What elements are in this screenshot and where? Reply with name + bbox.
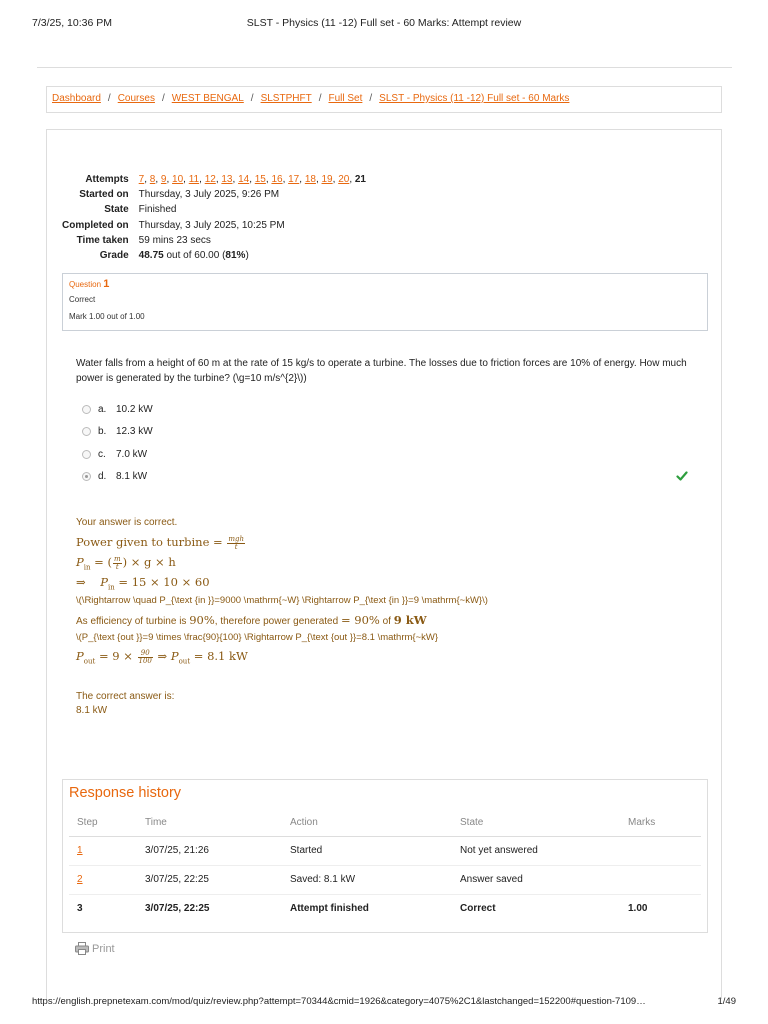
attempt-current: 21 [354,174,366,186]
question-prefix: Question [69,280,104,289]
fraction [227,536,245,551]
row-time: 3/07/25, 22:25 [145,903,210,915]
breadcrumb [46,86,722,113]
attempt-link-14[interactable]: 14 [238,174,250,186]
row-state: Not yet answered [452,836,620,865]
row-state: Correct [460,903,496,915]
row-marks [620,865,701,894]
fraction [138,650,153,665]
grade-percent: 81% [225,250,246,262]
breadcrumb-full-set[interactable]: Full Set [328,93,363,104]
table-header-row [69,810,701,836]
question-text: Water falls from a height of 60 m at the rate of 15 kg/s to operate a turbine. The losses due to friction forces are 10% of energy. How much power is generated by the turbine? (\g=10 m/s^{2}\)) [76,358,687,384]
breadcrumb-separator: / [161,93,165,104]
eq1-text: Power given to turbine [76,535,210,549]
state-value: Finished [138,204,177,216]
breadcrumb-courses[interactable]: Courses [117,93,155,104]
started-value: Thursday, 3 July 2025, 9:26 PM [138,189,280,201]
eq3-arrow: ⇒ [76,575,86,589]
print-button[interactable] [75,942,115,955]
breadcrumb-separator: / [318,93,322,104]
attempt-link-15[interactable]: 15 [254,174,266,186]
radio-a[interactable] [82,405,91,414]
fraction-num: m [113,554,121,563]
feedback-section [76,517,696,719]
answer-text: 10.2 kW [116,403,153,415]
efficiency-text: As efficiency of turbine is [76,616,190,627]
efficiency-eq: = 90% [340,613,380,627]
time-taken-label: Time taken [76,234,129,246]
efficiency-line [76,610,696,630]
completed-value: Thursday, 3 July 2025, 10:25 PM [138,219,285,231]
equation-pin: $P_{in}$ = ( $\frac{m}{t}$ ) × g × h [76,554,176,572]
eq4-b: ⇒ [157,649,168,663]
fraction [113,556,122,571]
answer-option-c[interactable] [82,443,692,466]
attempt-link-19[interactable]: 19 [321,174,333,186]
eq4-lhs2: P [170,649,179,663]
attempt-link-10[interactable]: 10 [172,174,184,186]
answer-letter: c. [98,448,106,460]
response-history [62,779,708,933]
radio-b[interactable] [82,427,91,436]
breadcrumb-separator: / [107,93,111,104]
efficiency-mid: , therefore power generated [214,616,341,627]
question-info-box [62,273,708,331]
time-taken-value: 59 mins 23 secs [138,234,211,246]
eq4-sub2: out [178,657,191,666]
column-header: Time [137,810,282,836]
eq3-lhs: P [100,575,109,589]
eq3-sub: in [108,583,115,592]
correct-answer-value: 8.1 kW [76,705,108,716]
attempt-link-13[interactable]: 13 [221,174,233,186]
printer-icon [75,942,89,955]
attempt-link-20[interactable]: 20 [338,174,350,186]
correct-answer-label: The correct answer is: [76,691,175,702]
row-marks [620,836,701,865]
breadcrumb-dashboard[interactable]: Dashboard [52,93,101,104]
answer-text: 7.0 kW [116,448,148,460]
table-row [69,894,701,923]
column-header: State [452,810,620,836]
page-url: https://english.prepnetexam.com/mod/quiz/review.php?attempt=70344&cmid=1926&category=4075%2C1&lastchanged=152200#question-7109… [32,996,646,1007]
fraction-den: t [234,542,238,551]
grade-label: Grade [99,250,129,262]
answer-letter: b. [98,426,107,438]
state-label: State [104,204,129,216]
attempt-summary-table [62,172,366,263]
print-datetime: 7/3/25, 10:36 PM [32,17,112,29]
breadcrumb-quiz[interactable]: SLST - Physics (11 -12) Full set - 60 Marks [379,93,570,104]
step-link[interactable]: 2 [77,874,83,885]
question-mark: Mark 1.00 out of 1.00 [69,312,145,321]
eq2-sub: in [83,563,91,572]
question-number-value: 1 [103,278,110,290]
efficiency-value: 90% [189,613,215,627]
eq4-sub: out [83,657,96,666]
grade-close: ) [245,250,249,262]
breadcrumb-separator: / [369,93,373,104]
answer-letter: a. [98,403,107,415]
eq2-rest: × g × h [130,555,176,569]
check-icon [676,470,688,482]
grade-value [139,248,366,263]
eq3-rhs: = 15 × 10 × 60 [118,575,210,589]
question-state: Correct [69,295,96,304]
radio-d[interactable] [82,472,91,481]
answer-option-d[interactable] [82,466,692,489]
attempt-link-7[interactable]: 7 [138,174,145,186]
table-row [69,865,701,894]
breadcrumb-slstphft[interactable]: SLSTPHFT [260,93,312,104]
step-link[interactable]: 1 [77,845,83,856]
completed-label: Completed on [62,219,129,231]
response-history-title: Response history [69,785,182,801]
print-title: SLST - Physics (11 -12) Full set - 60 Marks: Attempt review [246,17,522,29]
row-action: Started [282,836,452,865]
answer-letter: d. [98,471,107,483]
question-number [69,278,701,290]
radio-c[interactable] [82,450,91,459]
row-action: Saved: 8.1 kW [282,865,452,894]
attempts-label: Attempts [85,174,129,186]
efficiency-of: of [379,616,394,627]
correct-message: Your answer is correct. [76,517,178,528]
raw-latex-line-2: \(P_{\text {out }}=9 \times \frac{90}{100} \Rightarrow P_{\text {out }}=8.1 \mathrm{~kW} [76,632,439,643]
fraction-den: 100 [138,656,152,665]
equation-pout [76,646,696,670]
row-state: Answer saved [452,865,620,894]
answer-option-a[interactable] [82,398,692,421]
row-action: Attempt finished [290,903,369,915]
grade-out-of: out of 60.00 ( [163,250,226,262]
attempt-link-16[interactable]: 16 [271,174,283,186]
fraction-den: t [115,562,119,571]
eq4-c: = 8.1 kW [193,649,248,663]
grade-score: 48.75 [138,250,164,262]
page-number: 1/49 [717,996,736,1007]
column-header: Action [282,810,452,836]
breadcrumb-separator: / [250,93,254,104]
fraction-num: mgh [228,534,244,543]
column-header: Step [69,810,137,836]
answer-text: 8.1 kW [116,471,148,483]
divider [37,67,732,68]
equation-power-given: Power given to turbine = $\frac{\text{mgh}}{t}$ [76,534,244,551]
attempt-link-12[interactable]: 12 [204,174,216,186]
breadcrumb-west-bengal[interactable]: WEST BENGAL [171,93,244,104]
attempt-link-8[interactable]: 8 [149,174,156,186]
attempt-link-17[interactable]: 17 [288,174,300,186]
row-step: 3 [77,903,83,915]
table-row [69,836,701,865]
started-label: Started on [79,189,129,201]
efficiency-kw: 9 kW [393,613,427,627]
row-time: 3/07/25, 22:25 [137,865,282,894]
answer-text: 12.3 kW [116,426,153,438]
print-label: Print [92,942,115,955]
eq4-lhs: P [76,649,84,663]
print-header [32,17,736,31]
column-header: Marks [620,810,701,836]
attempt-link-18[interactable]: 18 [304,174,316,186]
response-history-table [69,810,701,923]
eq4-a: = 9 × [98,649,133,663]
answer-options [82,398,692,488]
attempt-link-11[interactable]: 11 [188,174,200,186]
equation-pin-value [76,573,696,592]
row-marks: 1.00 [628,903,648,915]
fraction-num: 90 [138,650,153,658]
row-time: 3/07/25, 21:26 [137,836,282,865]
attempts-value: 7, 8, 9, 10, 11, 12, 13, 14, 15, 16, 17, 18, 19, 20, 21 [138,174,366,186]
answer-option-b[interactable] [82,421,692,444]
eq2-lhs: P [76,555,84,569]
raw-latex-line: \(\Rightarrow \quad P_{\text {in }}=9000 \mathrm{~W} \Rightarrow P_{\text {in }}=9 \mathrm{~kW}\) [76,595,488,606]
attempt-link-9[interactable]: 9 [160,174,167,186]
